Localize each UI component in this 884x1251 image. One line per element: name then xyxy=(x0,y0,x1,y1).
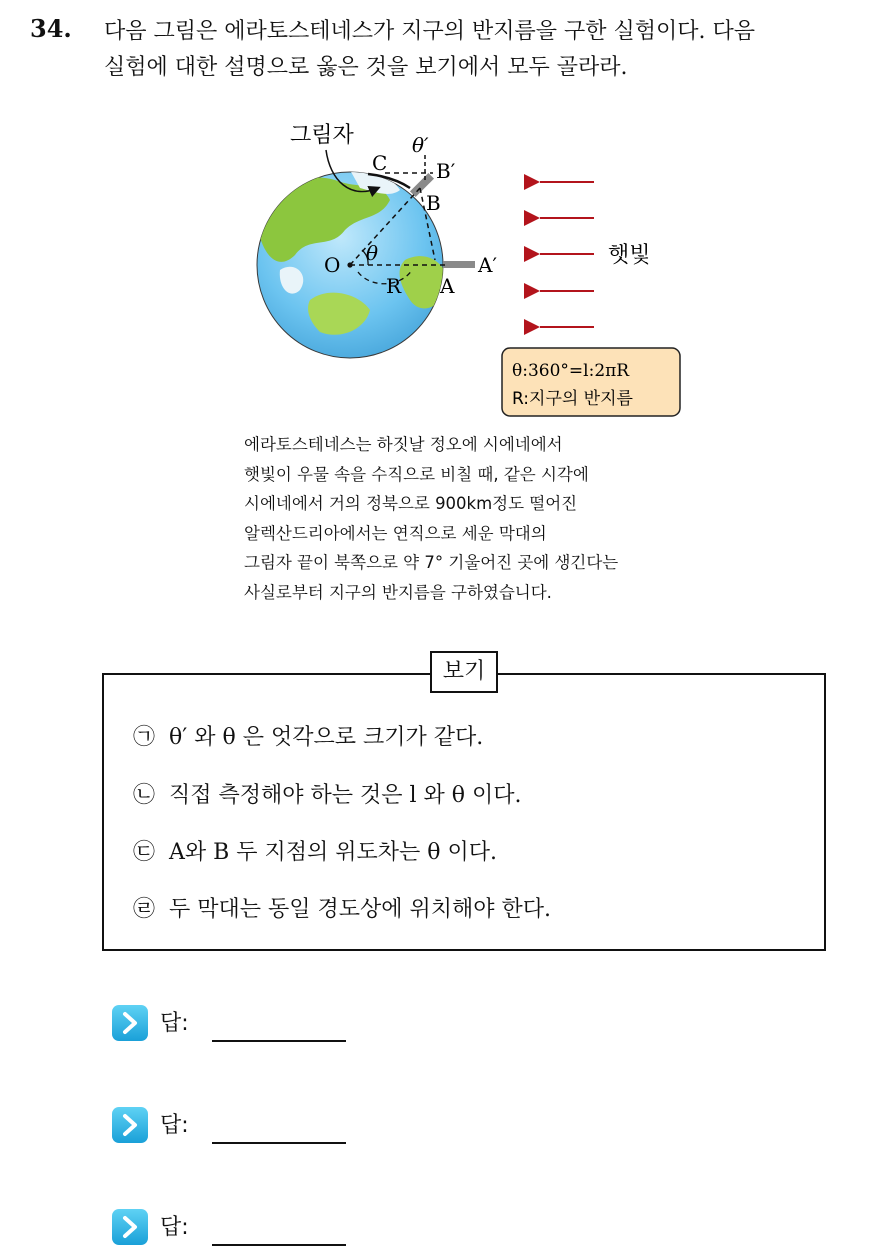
question-number: 34. xyxy=(30,14,72,43)
answer-blank[interactable] xyxy=(212,1244,346,1246)
answer-label: 답: xyxy=(160,1113,189,1138)
description-line: 사실로부터 지구의 반지름을 구하였습니다. xyxy=(244,582,552,602)
description-line: 시에네에서 거의 정북으로 900km정도 떨어진 xyxy=(244,494,578,513)
center-dot xyxy=(347,262,352,267)
answer-label: 답: xyxy=(160,1011,189,1036)
answer-blank[interactable] xyxy=(212,1142,346,1144)
question-line-1: 다음 그림은 에라토스테네스가 지구의 반지름을 구한 실험이다. 다음 xyxy=(104,19,756,44)
theta-label: θ xyxy=(366,241,379,265)
experiment-description xyxy=(244,430,618,607)
chevron-right-icon xyxy=(112,1209,148,1245)
bogi-text: θ′ 와 θ 은 엇각으로 크기가 같다. xyxy=(169,725,484,750)
chevron-right-icon xyxy=(112,1107,148,1143)
question-line-2: 실험에 대한 설명으로 옳은 것을 보기에서 모두 골라라. xyxy=(104,55,628,80)
chevron-right-icon xyxy=(112,1005,148,1041)
eratosthenes-figure xyxy=(240,110,710,425)
description-line: 그림자 끝이 북쪽으로 약 7° 기울어진 곳에 생긴다는 xyxy=(244,553,619,572)
bogi-mark: ㉡ xyxy=(133,783,156,808)
description-line: 에라토스테네스는 하짓날 정오에 시에네에서 xyxy=(244,435,563,454)
point-c-label: C xyxy=(372,151,388,175)
point-r-label: R xyxy=(386,274,402,298)
bogi-text: A와 B 두 지점의 위도차는 θ 이다. xyxy=(169,840,498,865)
bogi-mark: ㉣ xyxy=(133,897,156,922)
answer-blank[interactable] xyxy=(212,1040,346,1042)
point-a-label: A xyxy=(440,274,455,298)
bogi-text: 두 막대는 동일 경도상에 위치해야 한다. xyxy=(169,897,551,922)
formula-line-1: θ:360°=l:2πR xyxy=(512,361,630,381)
answer-label: 답: xyxy=(160,1215,189,1240)
point-b-prime-label: B′ xyxy=(436,159,456,183)
bogi-item-4 xyxy=(133,892,551,923)
bogi-item-1 xyxy=(133,720,483,751)
bogi-mark: ㉢ xyxy=(133,840,156,865)
bogi-title: 보기 xyxy=(430,651,498,693)
stick-a xyxy=(443,261,475,268)
description-line: 알렉산드리아에서는 연직으로 세운 막대의 xyxy=(244,523,547,543)
sunlight-label: 햇빛 xyxy=(608,243,651,268)
bogi-item-2 xyxy=(133,778,522,809)
bogi-text: 직접 측정해야 하는 것은 l 와 θ 이다. xyxy=(169,783,522,808)
point-o-label: O xyxy=(324,253,341,277)
sunlight-arrows xyxy=(540,182,594,327)
description-line: 햇빛이 우물 속을 수직으로 비칠 때, 같은 시각에 xyxy=(244,464,589,484)
bogi-item-3 xyxy=(133,835,497,866)
point-a-prime-label: A′ xyxy=(478,253,497,277)
question-text xyxy=(104,14,874,86)
formula-line-2: R:지구의 반지름 xyxy=(512,389,633,409)
theta-prime-label: θ′ xyxy=(412,133,429,157)
point-b-label: B xyxy=(426,191,441,215)
bogi-mark: ㉠ xyxy=(133,725,156,750)
shadow-label: 그림자 xyxy=(290,123,354,148)
